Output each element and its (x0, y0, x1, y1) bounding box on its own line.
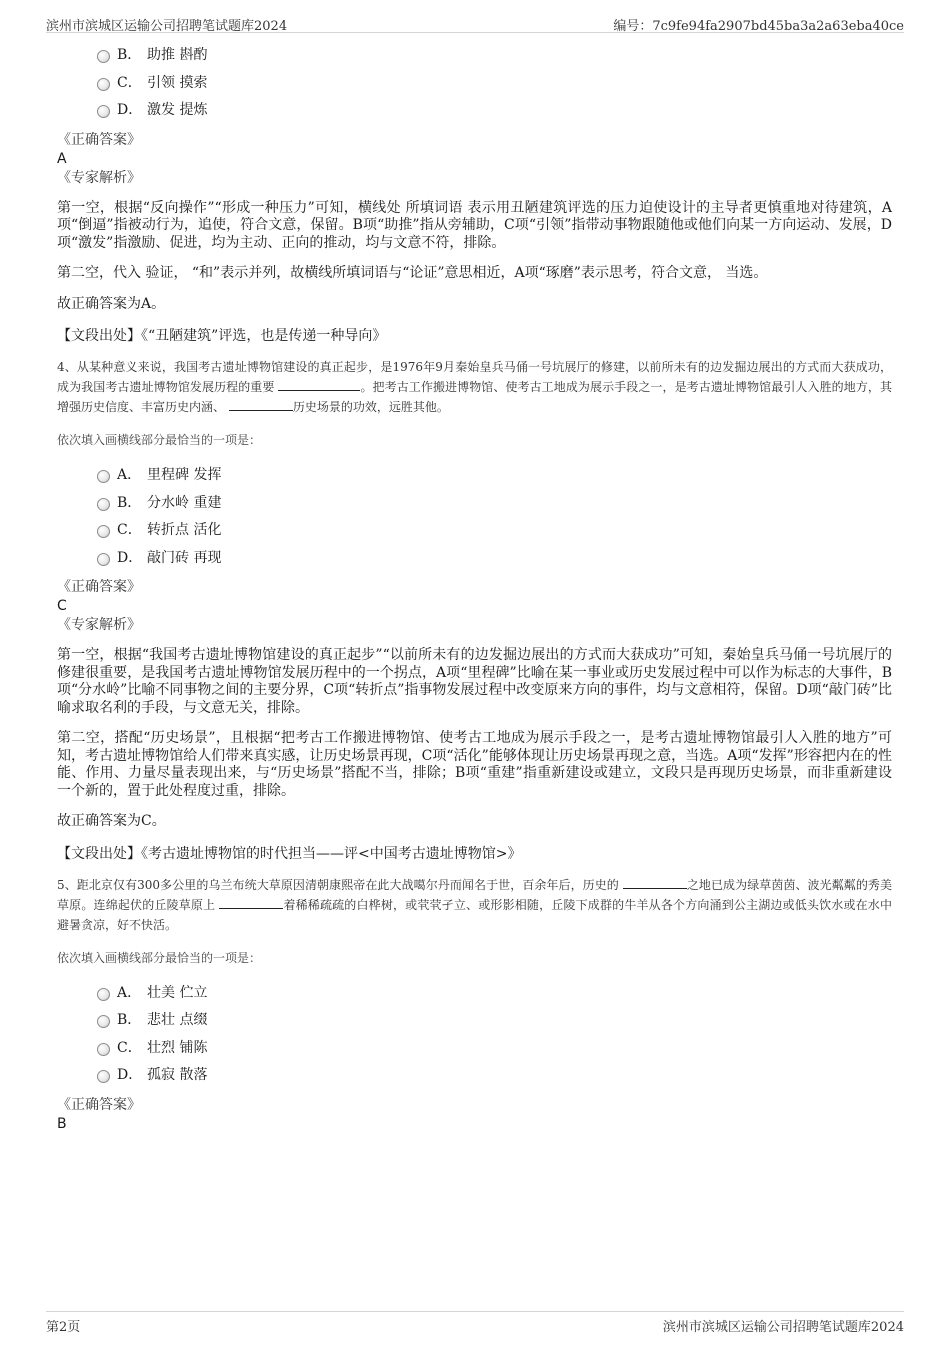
blank-line (623, 878, 687, 889)
answer-label: 《正确答案》 (57, 1096, 141, 1113)
radio-button-icon[interactable] (97, 988, 110, 1001)
option-letter: D． (117, 1067, 143, 1083)
option-text: 敲门砖 再现 (147, 549, 222, 566)
stem-text: 5、距北京仅有300多公里的乌兰布统大草原因清朝康熙帝在此大战噶尔丹而闻名于世，百余年后，历史的 (57, 877, 623, 892)
question-5-options (57, 980, 892, 1090)
option-4-a[interactable] (97, 462, 892, 490)
radio-button-icon[interactable] (97, 78, 110, 91)
analysis-conclusion: 故正确答案为A。 (57, 295, 166, 312)
document-id: 编号：7c9fe94fa2907bd45ba3a2a63eba40ce (613, 19, 904, 34)
question-5-stem (57, 875, 892, 935)
blank-line (278, 380, 360, 391)
option-text: 壮美 伫立 (147, 984, 208, 1001)
radio-button-icon[interactable] (97, 1070, 110, 1083)
footer-title: 滨州市滨城区运输公司招聘笔试题库2024 (662, 1320, 904, 1335)
stem-text: 4、从某种意义来说，我国考古遗址博物馆建设的真正起步，是1976年9月秦始皇兵马俑一号坑展厅的修建，以前所未有的边发掘边展出的方式而大获成功，成为我国考古遗址博物馆发展历程的重要 (57, 360, 892, 394)
option-letter: A． (117, 467, 142, 483)
analysis-paragraph: 第一空，根据“我国考古遗址博物馆建设的真正起步”“以前所未有的边发掘边展出的方式而大获成功”可知，秦始皇兵马俑一号坑展厅的修建很重要，是我国考古遗址博物馆发展历程中的一个拐点，A项“里程碑”比喻在某一事业或历史发展过程中可以作为标志的大事件，B项“分水岭”比喻不同事物之间的主要分界，C项“转折点”指事物发展过程中改变原来方向的事件，均与文意相符，保留。D项“敲门砖”比喻求取名利的手段，与文意无关，排除。 (57, 647, 892, 716)
stem-text: 之地已成为绿草茵茵、波光粼粼的秀美草原。连绵起伏的丘陵草原上 (57, 877, 892, 912)
blank-line (219, 898, 283, 909)
option-3-c[interactable] (97, 70, 892, 98)
option-text: 助推 斟酌 (147, 47, 208, 63)
question-prompt: 依次填入画横线部分最恰当的一项是： (57, 433, 262, 447)
option-4-c[interactable] (97, 517, 892, 545)
option-text: 孤寂 散落 (147, 1067, 208, 1083)
page-content (57, 40, 892, 1134)
header-title: 滨州市滨城区运输公司招聘笔试题库2024 (46, 19, 288, 34)
question-4-stem (57, 357, 892, 417)
radio-button-icon[interactable] (97, 50, 110, 63)
radio-button-icon[interactable] (97, 553, 110, 566)
option-letter: D． (117, 549, 143, 566)
option-text: 里程碑 发挥 (147, 467, 222, 483)
analysis-paragraph: 第一空，根据“反向操作”“形成一种压力”可知，横线处 所填词语 表示用丑陋建筑评选的压力迫使设计的主导者更慎重地对待建筑，A项“倒逼”指被动行为，追使，符合文意，保留。B项“助推”指从旁辅助，C项“引领”指带动事物跟随他或他们向某一方向运动、发展，D项“激发”指激励、促进，均为主动、正向的推动，均与文意不符，排除。 (57, 199, 892, 251)
question-4-options (57, 462, 892, 572)
option-letter: C． (117, 522, 142, 538)
option-text: 转折点 活化 (147, 522, 222, 538)
analysis-paragraph: 第二空，代入 验证， “和”表示并列，故横线所填词语与“论证”意思相近，A项“琢磨”表示思考，符合文意， 当选。 (57, 265, 768, 281)
answer-label: 《正确答案》 (57, 579, 141, 595)
option-letter: B． (117, 1012, 142, 1028)
radio-button-icon[interactable] (97, 525, 110, 538)
option-text: 引领 摸索 (147, 74, 208, 91)
radio-button-icon[interactable] (97, 105, 110, 118)
analysis-paragraph: 第二空，搭配“历史场景”，且根据“把考古工作搬进博物馆、使考古工地成为展示手段之一，是考古遗址博物馆最引人入胜的地方”可知，考古遗址博物馆给人们带来真实感，让历史场景再现，C项“活化”能够体现让历史场景再现之意，当选。A项“发挥”形容把内在的性能、作用、力量尽量表现出来，与“历史场景”搭配不当，排除；B项“重建”指重新建设或建立，文段只是再现历史场景，而非重新建设一个新的，置于此处程度过重，排除。 (57, 730, 892, 799)
option-text: 壮烈 铺陈 (147, 1039, 208, 1056)
radio-button-icon[interactable] (97, 470, 110, 483)
blank-line (229, 400, 293, 411)
analysis-label: 《专家解析》 (57, 169, 141, 186)
option-5-b[interactable] (97, 1007, 892, 1035)
option-3-b[interactable] (97, 42, 892, 70)
option-letter: B． (117, 47, 142, 63)
option-3-d[interactable] (97, 97, 892, 125)
answer-label: 《正确答案》 (57, 131, 141, 148)
option-text: 分水岭 重建 (147, 494, 222, 511)
correct-answer: A (57, 150, 67, 167)
page-footer (46, 1311, 904, 1334)
option-5-d[interactable] (97, 1062, 892, 1090)
source-citation: 【文段出处】《“丑陋建筑”评选，也是传递一种导向》 (57, 328, 387, 344)
option-letter: D． (117, 102, 143, 118)
option-letter: B． (117, 494, 142, 511)
option-4-b[interactable] (97, 490, 892, 518)
option-text: 激发 提炼 (147, 102, 208, 118)
radio-button-icon[interactable] (97, 498, 110, 511)
page-number: 第2页 (46, 1320, 81, 1335)
option-text: 悲壮 点缀 (147, 1012, 208, 1028)
stem-text: 。把考古工作搬进博物馆、使考古工地成为展示手段之一，是考古遗址博物馆最引人入胜的地方，其增强历史信度、丰富历史内涵、 (57, 380, 892, 414)
question-prompt: 依次填入画横线部分最恰当的一项是： (57, 950, 262, 965)
option-5-c[interactable] (97, 1035, 892, 1063)
option-letter: C． (117, 74, 142, 91)
option-letter: A． (117, 984, 142, 1001)
question-3-options (57, 42, 892, 125)
option-letter: C． (117, 1039, 142, 1056)
radio-button-icon[interactable] (97, 1043, 110, 1056)
radio-button-icon[interactable] (97, 1015, 110, 1028)
stem-text: 着稀稀疏疏的白桦树，或茕茕孑立、或形影相随，丘陵下成群的牛羊从各个方向涌到公主湖边或低头饮水或在水中避暑贪凉，好不快活。 (57, 897, 892, 932)
correct-answer: B (57, 1115, 67, 1132)
analysis-conclusion: 故正确答案为C。 (57, 813, 166, 829)
page-header (46, 12, 904, 33)
option-4-d[interactable] (97, 545, 892, 573)
stem-text: 历史场景的功效，远胜其他。 (292, 400, 449, 414)
source-citation: 【文段出处】《考古遗址博物馆的时代担当——评<中国考古遗址博物馆>》 (57, 845, 522, 862)
correct-answer: C (57, 598, 67, 614)
analysis-label: 《专家解析》 (57, 617, 141, 633)
option-5-a[interactable] (97, 980, 892, 1008)
